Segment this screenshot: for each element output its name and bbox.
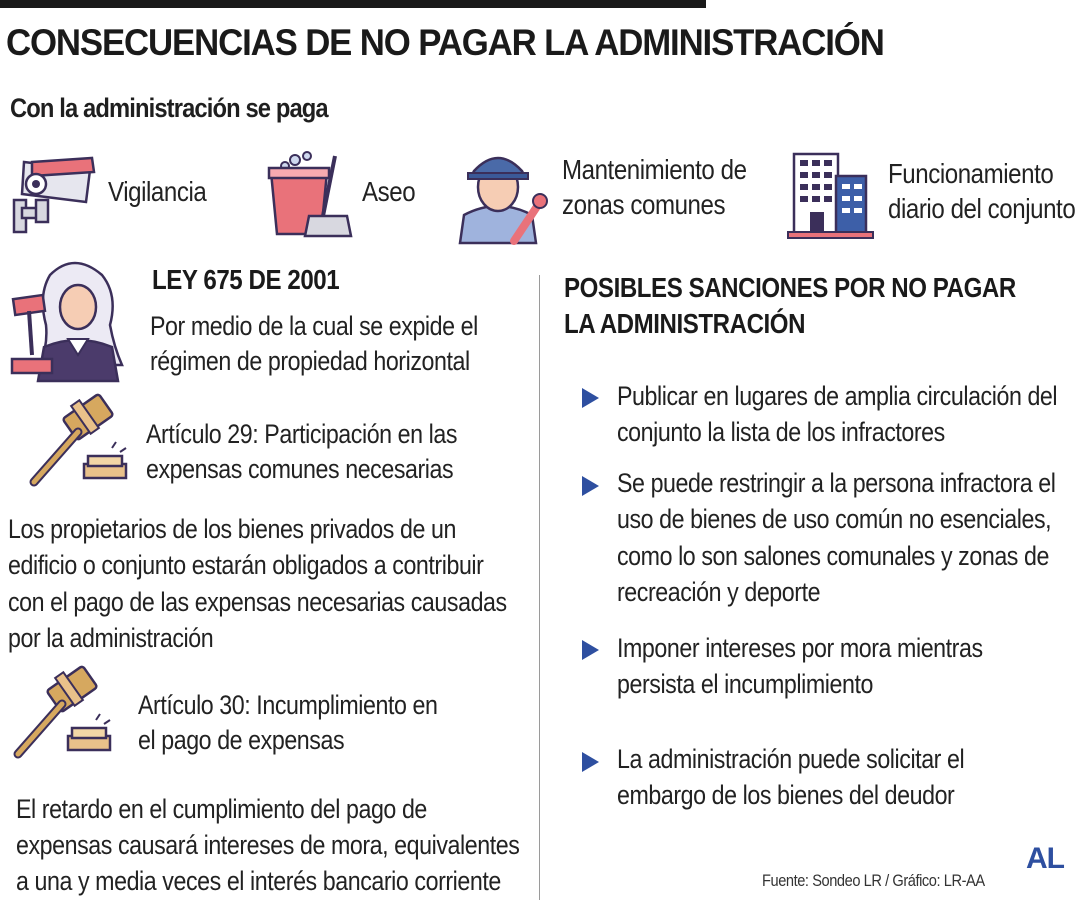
article30-body-line-2: expensas causará intereses de mora, equivalentes — [16, 830, 520, 860]
service-label-funcionamiento-2: diario del conjunto — [888, 193, 1076, 224]
building-icon — [788, 150, 873, 240]
article29-body-line-2: edificio o conjunto estarán obligados a contribuir — [8, 550, 484, 580]
source-credit: Fuente: Sondeo LR / Gráfico: LR-AA — [762, 871, 985, 890]
article29-body-line-1: Los propietarios de los bienes privados de un — [8, 514, 456, 544]
article30-title-line-2: el pago de expensas — [138, 725, 345, 755]
sanctions-title-line-1: POSIBLES SANCIONES POR NO PAGAR — [564, 272, 1016, 303]
sanction-3-line-1: Imponer intereses por mora mientras — [617, 633, 983, 663]
law-desc-line-2: régimen de propiedad horizontal — [150, 346, 470, 376]
gavel-icon — [26, 398, 130, 490]
cleaning-bucket-icon — [265, 150, 355, 240]
sanction-2-line-4: recreación y deporte — [617, 577, 821, 607]
top-bar — [0, 0, 706, 8]
service-label-aseo: Aseo — [362, 176, 416, 207]
column-divider — [539, 275, 540, 900]
bullet-arrow-icon — [582, 476, 599, 496]
article30-body-line-1: El retardo en el cumplimiento del pago de — [16, 794, 427, 824]
article30-body-line-3: a una y media veces el interés bancario corriente — [16, 866, 501, 896]
security-camera-icon — [10, 150, 100, 240]
law-desc-line-1: Por medio de la cual se expide el — [150, 311, 478, 341]
sanction-2-line-2: uso de bienes de uso común no esenciales, — [617, 504, 1052, 534]
bullet-arrow-icon — [582, 388, 599, 408]
sanction-4-line-2: embargo de los bienes del deudor — [617, 780, 955, 810]
article30-title-line-1: Artículo 30: Incumplimiento en — [138, 690, 438, 720]
bullet-arrow-icon — [582, 752, 599, 772]
judge-icon — [10, 255, 130, 383]
sanction-2-line-3: como lo son salones comunales y zonas de — [617, 541, 1049, 571]
article29-title-line-1: Artículo 29: Participación en las — [146, 419, 458, 449]
sanction-1-line-1: Publicar en lugares de amplia circulación del — [617, 381, 1058, 411]
sanction-2-line-1: Se puede restringir a la persona infractora el — [617, 468, 1056, 498]
bullet-arrow-icon — [582, 640, 599, 660]
law-title: LEY 675 DE 2001 — [152, 264, 340, 295]
service-label-mantenimiento-2: zonas comunes — [562, 189, 726, 220]
service-label-funcionamiento-1: Funcionamiento — [888, 158, 1054, 189]
article29-body-line-4: por la administración — [8, 623, 214, 653]
maintenance-worker-icon — [452, 145, 547, 245]
sanction-1-line-2: conjunto la lista de los infractores — [617, 417, 945, 447]
article29-title-line-2: expensas comunes necesarias — [146, 454, 454, 484]
service-label-mantenimiento-1: Mantenimiento de — [562, 154, 747, 185]
sanction-4-line-1: La administración puede solicitar el — [617, 744, 965, 774]
sanction-3-line-2: persista el incumplimiento — [617, 669, 873, 699]
page-title: CONSECUENCIAS DE NO PAGAR LA ADMINISTRACIÓN — [6, 22, 884, 63]
services-subtitle: Con la administración se paga — [10, 93, 328, 123]
service-label-vigilancia: Vigilancia — [108, 176, 207, 207]
gavel-icon — [10, 670, 114, 762]
article29-body-line-3: con el pago de las expensas necesarias causadas — [8, 587, 507, 617]
publisher-logo: AL — [1026, 842, 1064, 875]
sanctions-title-line-2: LA ADMINISTRACIÓN — [564, 308, 806, 339]
